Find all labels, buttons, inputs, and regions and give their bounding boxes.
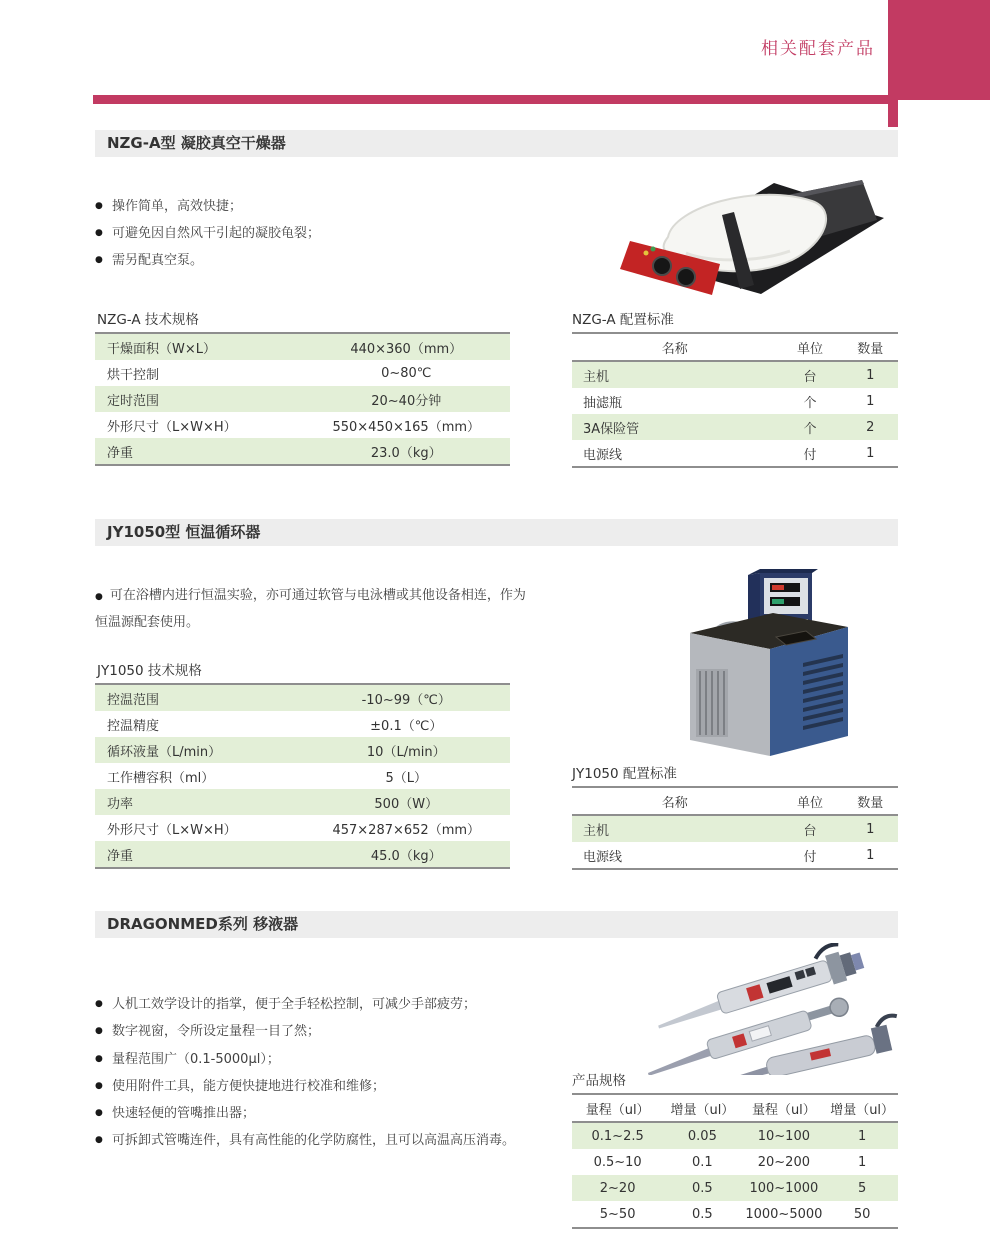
list-item <box>95 220 535 247</box>
table-header-row <box>572 1094 898 1122</box>
dryer-knob <box>677 268 695 286</box>
cell: 20~200 <box>757 1154 810 1170</box>
table-row <box>572 388 898 414</box>
column-header: 单位 <box>777 787 842 815</box>
jy1050-feature-list <box>95 583 530 636</box>
table-row <box>572 440 898 467</box>
item-name: 3A保险管 <box>583 421 640 437</box>
item-qty: 1 <box>866 445 875 461</box>
cell: 0.5~10 <box>593 1154 642 1170</box>
table-row <box>572 1149 898 1175</box>
item-qty: 1 <box>866 821 875 837</box>
table-row <box>95 841 510 868</box>
bullet-icon: ● <box>95 1026 103 1037</box>
column-header: 名称 <box>572 333 777 361</box>
table-row <box>95 412 510 438</box>
pipette-1 <box>650 943 866 1037</box>
table-row <box>572 1201 898 1228</box>
bullet-icon: ● <box>95 201 103 211</box>
dryer-knob <box>653 257 671 275</box>
list-item <box>95 1073 555 1100</box>
product-photo-pipettes <box>640 943 940 1075</box>
list-item-text: 可在浴槽内进行恒温实验，亦可通过软管与电泳槽或其他设备相连，作为恒温源配套使用。 <box>95 588 526 630</box>
table-row <box>95 333 510 360</box>
list-item <box>95 193 535 220</box>
list-item <box>95 247 535 274</box>
spec-label: 功率 <box>107 796 134 812</box>
list-item-text: 可避免因自然风干引起的凝胶龟裂； <box>112 226 321 241</box>
page-title: 相关配套产品 <box>761 39 875 59</box>
accent-divider-rule <box>93 95 898 104</box>
indicator-light <box>644 251 649 256</box>
table-row <box>572 414 898 440</box>
spec-value: 45.0（kg） <box>370 848 442 864</box>
list-item <box>95 991 555 1018</box>
column-header: 量程（ul） <box>572 1094 663 1122</box>
cell: 1 <box>857 1154 867 1170</box>
list-item-text: 使用附件工具，能方便快捷地进行校准和维修； <box>112 1078 386 1094</box>
spec-value: 5（L） <box>385 770 427 786</box>
bullet-icon: ● <box>95 255 103 265</box>
list-item-text: 需另配真空泵。 <box>112 253 204 268</box>
spec-value: 23.0（kg） <box>370 445 442 461</box>
column-header: 增量（ul） <box>663 1094 741 1122</box>
bullet-icon: ● <box>95 228 103 238</box>
table-row <box>95 684 510 711</box>
cell: 100~1000 <box>749 1180 819 1196</box>
table-title-jy1050-spec: JY1050 技术规格 <box>97 663 202 679</box>
table-row <box>95 711 510 737</box>
item-name: 电源线 <box>583 849 623 865</box>
item-qty: 2 <box>866 419 875 435</box>
list-item <box>95 1018 555 1045</box>
product-photo-gel-vacuum-dryer <box>606 163 886 297</box>
corner-accent-block <box>888 0 990 100</box>
nzg-feature-list <box>95 193 535 274</box>
display-digits <box>772 585 784 590</box>
section-title-dragonmed: DRAGONMED系列 移液器 <box>95 911 898 938</box>
dragonmed-feature-list <box>95 991 555 1155</box>
table-row <box>572 361 898 388</box>
nzg-spec-table <box>95 332 510 466</box>
list-item-text: 人机工效学设计的指掌，便于全手轻松控制，可减少手部疲劳； <box>112 997 477 1012</box>
spec-value: 440×360（mm） <box>350 341 463 357</box>
list-item-text: 量程范围广（0.1-5000μl）； <box>112 1051 280 1067</box>
bullet-icon: ● <box>95 1080 103 1091</box>
item-name: 抽滤瓶 <box>583 395 623 411</box>
spec-value: 550×450×165（mm） <box>332 419 481 435</box>
spec-label: 外形尺寸（L×W×H） <box>107 822 237 838</box>
list-item-text: 快速轻便的管嘴推出器； <box>112 1106 256 1122</box>
cell: 0.5 <box>692 1180 713 1196</box>
bullet-icon: ● <box>95 1053 103 1064</box>
pipette-spec-table <box>572 1093 898 1229</box>
display-digits <box>772 599 784 604</box>
cell: 1000~5000 <box>745 1206 823 1222</box>
table-row <box>95 737 510 763</box>
product-photo-thermostat-circulator <box>668 555 863 760</box>
column-header: 量程（ul） <box>742 1094 827 1122</box>
spec-label: 控温范围 <box>107 692 160 708</box>
item-name: 电源线 <box>583 447 623 463</box>
column-header: 名称 <box>572 787 777 815</box>
list-item-text: 数字视窗，令所设定量程一目了然； <box>112 1024 321 1040</box>
spec-label: 干燥面积（W×L） <box>107 341 216 357</box>
table-title-jy1050-config: JY1050 配置标准 <box>572 766 677 782</box>
list-item-text: 操作简单，高效快捷； <box>112 199 243 214</box>
cell: 0.1~2.5 <box>591 1128 644 1144</box>
indicator-light <box>651 247 656 252</box>
cell: 5~50 <box>599 1206 636 1222</box>
item-name: 主机 <box>583 823 610 839</box>
table-row <box>572 815 898 842</box>
bullet-icon: ● <box>95 1108 103 1119</box>
item-name: 主机 <box>583 369 610 385</box>
item-qty: 1 <box>866 847 875 863</box>
bullet-icon: ● <box>95 1135 103 1146</box>
spec-label: 循环液量（L/min） <box>107 744 222 760</box>
spec-value: -10~99（℃） <box>361 692 451 708</box>
spec-value: 10（L/min） <box>366 744 446 760</box>
item-unit: 台 <box>803 823 817 839</box>
item-qty: 1 <box>866 393 875 409</box>
table-row <box>572 842 898 869</box>
table-row <box>95 815 510 841</box>
column-header: 增量（ul） <box>826 1094 898 1122</box>
list-item <box>95 1127 555 1154</box>
item-unit: 个 <box>803 395 817 411</box>
cell: 0.05 <box>687 1128 717 1144</box>
table-header-row <box>572 787 898 815</box>
spec-value: 457×287×652（mm） <box>332 822 481 838</box>
section-title-nzg: NZG-A型 凝胶真空干燥器 <box>95 130 898 157</box>
spec-label: 定时范围 <box>107 393 160 409</box>
table-row <box>572 1122 898 1149</box>
table-title-nzg-config: NZG-A 配置标准 <box>572 312 674 328</box>
table-row <box>95 386 510 412</box>
spec-label: 工作槽容积（ml） <box>107 770 215 786</box>
cell: 5 <box>857 1180 867 1196</box>
column-header: 数量 <box>843 787 898 815</box>
cell: 2~20 <box>599 1180 636 1196</box>
column-header: 单位 <box>777 333 842 361</box>
table-row <box>95 763 510 789</box>
table-title-nzg-spec: NZG-A 技术规格 <box>97 312 199 328</box>
accent-rule-stub <box>888 104 898 127</box>
item-unit: 付 <box>803 849 817 865</box>
item-unit: 个 <box>803 421 817 437</box>
cell: 0.5 <box>692 1206 713 1222</box>
table-row <box>572 1175 898 1201</box>
table-row <box>95 438 510 465</box>
jy1050-spec-table <box>95 683 510 869</box>
spec-value: ±0.1（℃） <box>370 718 443 734</box>
item-qty: 1 <box>866 367 875 383</box>
bullet-icon: ● <box>95 999 103 1009</box>
spec-label: 烘干控制 <box>107 367 160 383</box>
cell: 10~100 <box>757 1128 810 1144</box>
cell: 50 <box>853 1206 871 1222</box>
spec-label: 控温精度 <box>107 718 160 734</box>
cell: 1 <box>857 1128 867 1144</box>
table-title-product-spec: 产品规格 <box>572 1073 626 1089</box>
column-header: 数量 <box>843 333 898 361</box>
cell: 0.1 <box>692 1154 713 1170</box>
item-unit: 台 <box>803 369 817 385</box>
spec-label: 净重 <box>107 445 134 461</box>
nzg-config-table <box>572 332 898 468</box>
spec-label: 净重 <box>107 848 134 864</box>
section-title-jy1050: JY1050型 恒温循环器 <box>95 519 898 546</box>
table-row <box>95 789 510 815</box>
spec-value: 20~40分钟 <box>371 393 442 409</box>
list-item <box>95 583 530 636</box>
spec-value: 500（W） <box>374 796 439 812</box>
list-item <box>95 1100 555 1127</box>
jy1050-config-table <box>572 786 898 870</box>
table-header-row <box>572 333 898 361</box>
bullet-icon: ● <box>95 592 103 602</box>
table-row <box>95 360 510 386</box>
spec-label: 外形尺寸（L×W×H） <box>107 419 237 435</box>
list-item <box>95 1046 555 1073</box>
item-unit: 付 <box>803 447 817 463</box>
list-item-text: 可拆卸式管嘴连件，具有高性能的化学防腐性，且可以高温高压消毒。 <box>112 1133 516 1149</box>
spec-value: 0~80℃ <box>381 365 432 381</box>
